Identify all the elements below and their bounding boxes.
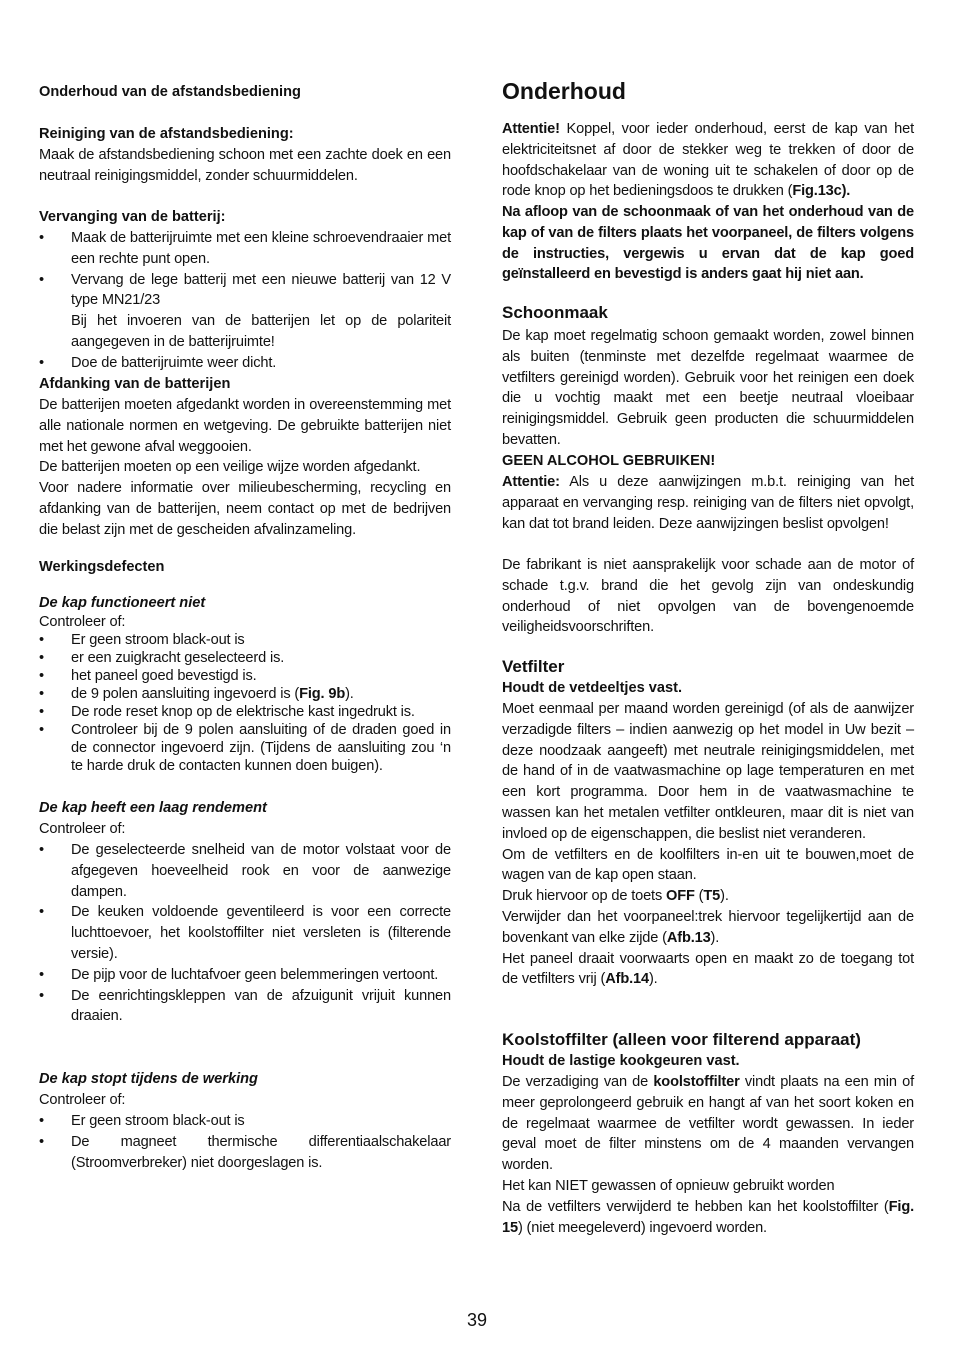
text: vindt plaats na een min of meer geprolongeerd gebruik en hangt af van het soort koken en de regelmaat waarmee de vetfilter wordt gewassen. In ieder geval moet de filter minstens om de 4 maanden vervangen worden. xyxy=(502,1074,914,1174)
t5-key-label: T5 xyxy=(703,888,721,905)
text: ) (niet meegeleverd) ingevoerd worden. xyxy=(517,1219,767,1236)
list-item: • De geselecteerde snelheid van de motor volstaat voor de afgegeven hoeveelheid rook en voor de aanwezige dampen. xyxy=(39,840,451,902)
grease-paragraph xyxy=(502,886,914,907)
grease-filter-text xyxy=(502,699,914,990)
list-item: • De magneet thermische differentiaalschakelaar (Stroomverbreker) niet doorgeslagen is. xyxy=(39,1132,451,1174)
list-item: • Vervang de lege batterij met een nieuwe batterij van 12 V type MN21/23 xyxy=(39,270,451,312)
page-title: Onderhoud xyxy=(502,78,626,104)
attention-text: Als u deze aanwijzingen m.b.t. reiniging van het apparaat en vervanging resp. reiniging van de filters niet opvolgt, kan dat tot brand leiden. Deze aanwijzingen beslist opvolgen! xyxy=(502,474,914,532)
battery-disposal-text xyxy=(39,395,451,541)
page-number: 39 xyxy=(466,1310,488,1330)
figure-ref: Fig. 15 xyxy=(502,1198,914,1236)
attention-bold-paragraph: Na afloop van de schoonmaak of van het onderhoud van de kap of van de filters plaats het voorpaneel, de filters volgens de instructies, vergewis u ervan dat de kap goed geïnstalleerd en bevestigd is anders gaat hij niet aan. xyxy=(502,204,914,283)
disposal-paragraph: Voor nadere informatie over milieubescherming, recycling en afdanking van de batterijen, neem contact op met de bedrijven die belast zijn met de gescheiden afvalinzameling. xyxy=(39,480,451,538)
attention-text: Koppel, voor ieder onderhoud, eerst de kap van het elektriciteitsnet af door de stekker weg te trekken of door de hoofdschakelaar van de woning uit te schakelen of door op de rode knop op het bedieningsdoos te drukken ( xyxy=(502,121,914,200)
grease-filter-heading: Vetfilter xyxy=(502,657,565,676)
list-item: • er een zuigkracht geselecteerd is. xyxy=(39,649,451,667)
carbon-paragraph xyxy=(502,1072,914,1176)
text: De verzadiging van de xyxy=(502,1074,654,1090)
text: ). xyxy=(710,929,720,946)
remote-cleaning-heading: Reiniging van de afstandsbediening: xyxy=(39,126,294,142)
list-item: • het paneel goed bevestigd is. xyxy=(39,667,451,685)
grease-paragraph xyxy=(502,949,914,991)
figure-ref: Fig.13c). xyxy=(792,183,851,200)
off-key-label: OFF xyxy=(666,888,695,905)
attention-label: Attentie: xyxy=(502,474,560,490)
manufacturer-liability-text: De fabrikant is niet aansprakelijk voor schade aan de motor of schade t.g.v. brand die het gevolg zijn van ondeskundig onderhoud of niet opvolgen van de bovengenoemde veiligheidsvoorschriften. xyxy=(502,557,914,636)
text: Druk hiervoor op de toets xyxy=(502,888,667,905)
defect-low-efficiency-list xyxy=(39,840,451,1027)
list-item: • Controleer bij de 9 polen aansluiting of de draden goed in de connector ingevoerd zijn. (Tijdens de aansluiting zou ‘n te harde druk de contacten kunnen doen buigen). xyxy=(39,721,451,775)
carbon-filter-term: koolstoffilter xyxy=(653,1074,740,1090)
text: ). xyxy=(720,888,729,905)
grease-paragraph xyxy=(502,907,914,949)
list-item: • Maak de batterijruimte met een kleine schroevendraaier met een rechte punt open. xyxy=(39,228,451,270)
grease-filter-subheading: Houdt de vetdeeltjes vast. xyxy=(502,680,683,696)
attention-label: Attentie! xyxy=(502,121,560,137)
defect-low-efficiency-heading: De kap heeft een laag rendement xyxy=(39,800,267,816)
text: Verwijder dan het voorpaneel:trek hiervoor tegelijkertijd aan de bovenkant van elke zijde ( xyxy=(502,908,914,946)
defect-not-working-heading: De kap functioneert niet xyxy=(39,595,206,611)
list-item: • Er geen stroom black-out is xyxy=(39,631,451,649)
figure-ref: Fig. 9b xyxy=(299,686,346,702)
carbon-filter-heading: Koolstoffilter (alleen voor filterend apparaat) xyxy=(502,1030,861,1049)
disposal-paragraph: De batterijen moeten op een veilige wijze worden afgedankt. xyxy=(39,459,421,476)
carbon-paragraph: Het kan NIET gewassen of opnieuw gebruikt worden xyxy=(502,1177,835,1194)
list-item: • Doe de batterijruimte weer dicht. xyxy=(39,353,451,374)
check-label: Controleer of: xyxy=(39,1092,126,1108)
figure-ref: Afb.13 xyxy=(666,929,711,946)
text: Het paneel draait voorwaarts open en maakt zo de toegang tot de vetfilters vrij ( xyxy=(502,950,914,988)
remote-cleaning-text: Maak de afstandsbediening schoon met een zachte doek en een neutraal reinigingsmiddel, zonder schuurmiddelen. xyxy=(39,147,451,184)
remote-maintenance-heading: Onderhoud van de afstandsbediening xyxy=(39,84,301,100)
text: ( xyxy=(694,888,704,905)
disposal-paragraph: De batterijen moeten afgedankt worden in overeenstemming met alle nationale normen en wetgeving. De gebruikte batterijen niet met het gewone afval weggooien. xyxy=(39,397,451,455)
list-item: • De keuken voldoende geventileerd is voor een correcte luchttoevoer, het koolstoffilter niet versleten is (filterende versie). xyxy=(39,902,451,964)
carbon-paragraph xyxy=(502,1197,914,1239)
attention-paragraph xyxy=(502,119,914,202)
battery-disposal-heading: Afdanking van de batterijen xyxy=(39,376,231,392)
list-item xyxy=(39,685,451,703)
item-text: ). xyxy=(345,686,354,702)
item-text: de 9 polen aansluiting ingevoerd is ( xyxy=(71,686,300,702)
text: Na de vetfilters verwijderd te hebben kan het koolstoffilter ( xyxy=(502,1198,889,1215)
list-item: • De rode reset knop op de elektrische kast ingedrukt is. xyxy=(39,703,451,721)
cleaning-heading: Schoonmaak xyxy=(502,303,608,322)
list-item: • De pijp voor de luchtafvoer geen belemmeringen vertoont. xyxy=(39,965,451,986)
no-alcohol-warning: GEEN ALCOHOL GEBRUIKEN! xyxy=(502,453,716,469)
check-label: Controleer of: xyxy=(39,614,126,630)
grease-paragraph: Om de vetfilters en de koolfilters in-en uit te bouwen,moet de wagen van de kap open staan. xyxy=(502,846,914,884)
carbon-filter-subheading: Houdt de lastige kookgeuren vast. xyxy=(502,1053,740,1069)
list-item: • De eenrichtingskleppen van de afzuigunit vrijuit kunnen draaien. xyxy=(39,986,451,1028)
carbon-filter-text xyxy=(502,1072,914,1238)
defects-heading: Werkingsdefecten xyxy=(39,559,165,575)
text: ). xyxy=(648,971,658,988)
defect-stops-heading: De kap stopt tijdens de werking xyxy=(39,1071,258,1087)
attention-fire-paragraph xyxy=(502,472,914,534)
battery-heading: Vervanging van de batterij: xyxy=(39,209,226,225)
list-item: • Er geen stroom black-out is xyxy=(39,1111,451,1132)
defect-stops-list xyxy=(39,1111,451,1173)
check-label: Controleer of: xyxy=(39,821,126,837)
defect-not-working-list xyxy=(39,631,451,775)
cleaning-text: De kap moet regelmatig schoon gemaakt worden, zowel binnen als buiten (tenminste met dezelfde regelmaat waarmee de vetfilters gereinigd worden). Gebruik voor het reinigen een doek die u vochtig maakt met een beetje neutraal vloeibaar reinigingsmiddel. Gebruik geen producten die schuurmiddelen bevatten. xyxy=(502,328,914,448)
battery-list xyxy=(39,228,451,374)
figure-ref: Afb.14 xyxy=(605,971,649,988)
battery-polarity-note: Bij het invoeren van de batterijen let op de polariteit aangegeven in de batterijruimte! xyxy=(71,313,451,350)
grease-paragraph: Moet eenmaal per maand worden gereinigd (of als de aanwijzer verzadigde filters – indien aanwezig op het model in Uw bezit – deze noodzaak aangeeft) met neutrale reinigingsmiddelen, met de hand of in de vaatwasmachine op lage temperaturen en met een kort programma. Door hem in de vaatwasmachine te wassen kan het metalen vetfilter ontkleuren, maar dit is niet van invloed op de eigenschappen, die beslist niet veranderen. xyxy=(502,701,914,842)
